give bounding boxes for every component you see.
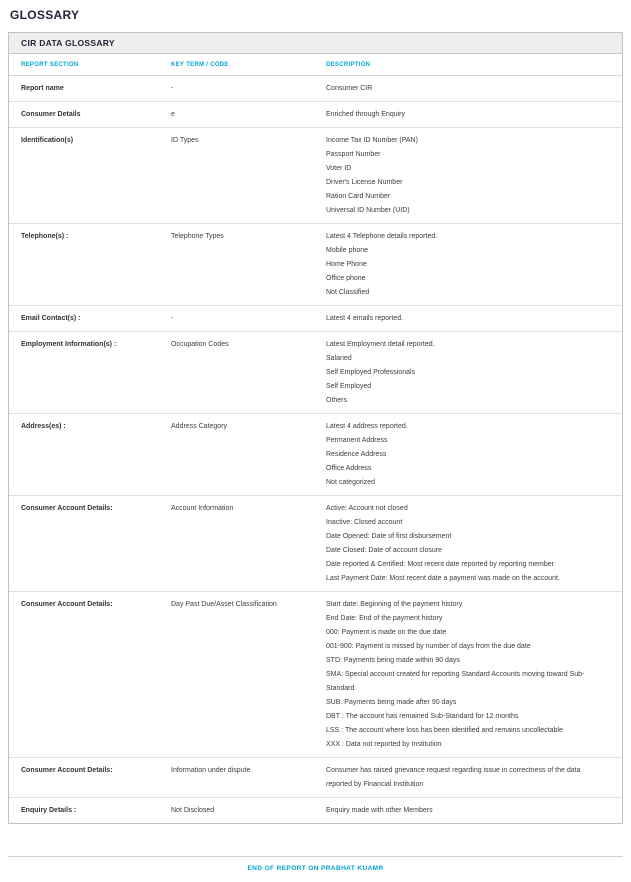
description-line: SMA: Special account created for reporting Standard Accounts moving toward Sub-Standard bbox=[326, 671, 585, 692]
table-row bbox=[9, 414, 622, 496]
description-line: Income Tax ID Number (PAN) bbox=[326, 137, 418, 144]
table-row bbox=[9, 128, 622, 224]
description-line: Last Payment Date: Most recent date a payment was made on the account. bbox=[326, 575, 560, 582]
description-line: Not categorized bbox=[326, 479, 376, 486]
report-section-cell: Consumer Details bbox=[21, 111, 81, 118]
description-line: Mobile phone bbox=[326, 247, 369, 254]
description-line: Salaried bbox=[326, 355, 352, 362]
description-line: Enriched through Enquiry bbox=[326, 111, 405, 118]
footer bbox=[8, 856, 623, 872]
key-term-cell: Occupation Codes bbox=[171, 341, 229, 348]
description-line: End Date: End of the payment history bbox=[326, 615, 443, 622]
report-section-cell: Identification(s) bbox=[21, 137, 74, 144]
column-header-row bbox=[9, 54, 622, 76]
report-section-cell: Telephone(s) : bbox=[21, 233, 69, 240]
table-row bbox=[9, 306, 622, 332]
description-cell bbox=[326, 338, 610, 408]
report-section-cell: Address(es) : bbox=[21, 423, 66, 430]
report-section-cell: Employment Information(s) : bbox=[21, 341, 117, 348]
table-row bbox=[9, 76, 622, 102]
description-cell bbox=[326, 420, 610, 490]
description-line: Ration Card Number bbox=[326, 193, 391, 200]
description-line: Home Phone bbox=[326, 261, 367, 268]
description-line: Latest Employment detail reported. bbox=[326, 341, 435, 348]
report-section-cell: Email Contact(s) : bbox=[21, 315, 81, 322]
description-line: Latest 4 emails reported. bbox=[326, 315, 404, 322]
description-line: 000: Payment is made on the due date bbox=[326, 629, 447, 636]
description-line: LSS : The account where loss has been identified and remains uncollectable bbox=[326, 727, 563, 734]
key-term-cell: Address Category bbox=[171, 423, 228, 430]
description-line: Self Employed bbox=[326, 383, 372, 390]
description-cell bbox=[326, 312, 610, 326]
description-line: Driver's License Number bbox=[326, 179, 403, 186]
description-line: Latest 4 Telephone details reported. bbox=[326, 233, 438, 240]
description-line: Latest 4 address reported. bbox=[326, 423, 408, 430]
description-line: Passport Number bbox=[326, 151, 381, 158]
description-cell bbox=[326, 230, 610, 300]
table-rows bbox=[9, 76, 622, 823]
key-term-cell: Information under dispute bbox=[171, 767, 251, 774]
description-line: Permanent Address bbox=[326, 437, 388, 444]
report-section-cell: Enquiry Details : bbox=[21, 807, 77, 814]
cir-data-glossary-table bbox=[8, 32, 623, 824]
description-line: 001-900: Payment is missed by number of days from the due date bbox=[326, 643, 531, 650]
description-line: Active: Account not closed bbox=[326, 505, 408, 512]
table-row bbox=[9, 496, 622, 592]
description-cell bbox=[326, 598, 610, 752]
page-title: GLOSSARY bbox=[10, 8, 80, 22]
description-cell bbox=[326, 502, 610, 586]
description-line: Consumer has raised grievance request regarding issue in correctness of the data reported by Financial Institution bbox=[326, 767, 581, 788]
description-line: Residence Address bbox=[326, 451, 387, 458]
end-of-report-text: END OF REPORT ON PRABHAT KUAMR bbox=[247, 865, 384, 872]
table-row bbox=[9, 224, 622, 306]
key-term-cell: Day Past Due/Asset Classification bbox=[171, 601, 277, 608]
table-row bbox=[9, 758, 622, 798]
description-line: Start date: Beginning of the payment history bbox=[326, 601, 463, 608]
description-cell bbox=[326, 804, 610, 818]
description-cell bbox=[326, 134, 610, 218]
key-term-cell: - bbox=[171, 85, 174, 92]
description-cell bbox=[326, 108, 610, 122]
table-row bbox=[9, 798, 622, 823]
table-row bbox=[9, 332, 622, 414]
report-section-cell: Consumer Account Details: bbox=[21, 505, 113, 512]
description-line: Enquiry made with other Members bbox=[326, 807, 433, 814]
description-line: Inactive: Closed account bbox=[326, 519, 403, 526]
description-line: Self Employed Professionals bbox=[326, 369, 416, 376]
key-term-cell: ID Types bbox=[171, 137, 199, 144]
description-line: STD: Payments being made within 90 days bbox=[326, 657, 460, 664]
description-cell bbox=[326, 82, 610, 96]
key-term-cell: Account Information bbox=[171, 505, 234, 512]
report-section-cell: Consumer Account Details: bbox=[21, 601, 113, 608]
key-term-cell: - bbox=[171, 315, 174, 322]
table-row bbox=[9, 102, 622, 128]
description-line: Universal ID Number (UID) bbox=[326, 207, 410, 214]
table-title: CIR DATA GLOSSARY bbox=[9, 33, 622, 54]
column-header-description: DESCRIPTION bbox=[326, 62, 371, 68]
description-line: Date Closed: Date of account closure bbox=[326, 547, 442, 554]
report-section-cell: Consumer Account Details: bbox=[21, 767, 113, 774]
description-line: XXX : Data not reported by Institution bbox=[326, 741, 442, 748]
key-term-cell: e bbox=[171, 111, 175, 118]
table-row bbox=[9, 592, 622, 758]
column-header-key-term-code: KEY TERM / CODE bbox=[171, 62, 229, 68]
description-line: DBT : The account has remained Sub-Standard for 12 months bbox=[326, 713, 519, 720]
description-line: Date Opened: Date of first disbursement bbox=[326, 533, 452, 540]
key-term-cell: Telephone Types bbox=[171, 233, 224, 240]
footer-divider bbox=[8, 856, 623, 857]
key-term-cell: Not Disclosed bbox=[171, 807, 215, 814]
report-section-cell: Report name bbox=[21, 85, 64, 92]
description-line: Date reported & Certified: Most recent date reported by reporting member bbox=[326, 561, 554, 568]
column-header-report-section: REPORT SECTION bbox=[21, 62, 79, 68]
description-line: SUB. Payments being made after 90 days bbox=[326, 699, 457, 706]
description-line: Consumer CIR bbox=[326, 85, 373, 92]
description-line: Office Address bbox=[326, 465, 372, 472]
description-line: Others bbox=[326, 397, 348, 404]
description-line: Not Classified bbox=[326, 289, 370, 296]
description-cell bbox=[326, 764, 610, 792]
description-line: Office phone bbox=[326, 275, 366, 282]
description-line: Voter ID bbox=[326, 165, 352, 172]
